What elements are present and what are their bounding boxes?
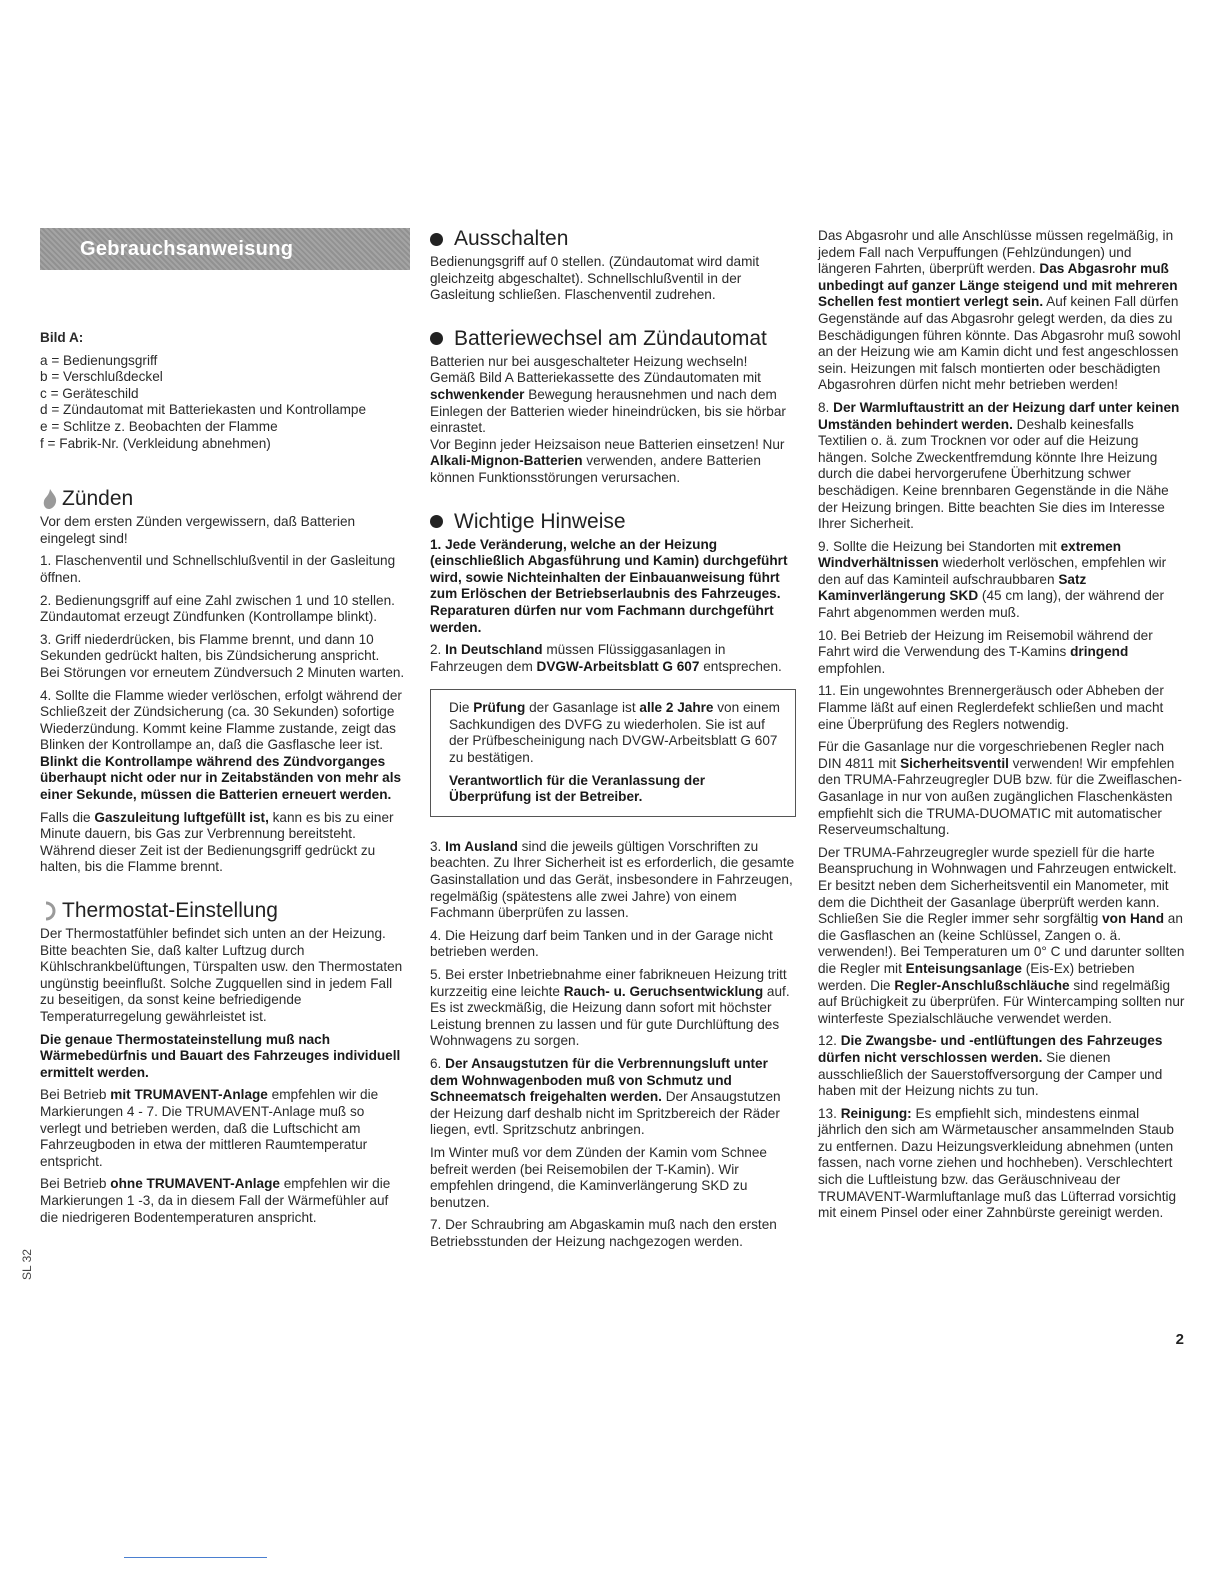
paragraph: 6. Der Ansaugstutzen für die Verbrennungsluft unter dem Wohnwagenboden muß von Schmutz und Schneematsch freigehalten werden. Der Ansaugstutzen der Heizung darf deshalb nicht im Spritzbereich der Räder liegen, evtl. Spritzschutz anbringen. [430, 1055, 781, 1138]
section-zuenden [40, 486, 408, 876]
section-heading: Batteriewechsel am Zündautomat [430, 326, 796, 352]
flame-icon [40, 487, 60, 511]
section-hinweise [430, 509, 796, 1251]
paragraph: 4. Die Heizung darf beim Tanken und in der Garage nicht betrieben werden. [430, 927, 773, 960]
warning-paragraph: 1. Jede Veränderung, welche an der Heizung (einschließlich Abgasführung und Kamin) durchgeführt wird, sowie Nichteinhalten der Einbauanweisung führt zum Erlöschen der Betriebserlaubnis des Fahrzeuges. Reparaturen dürfen nur vom Fachmann durchgeführt werden. [430, 536, 788, 635]
section-batteriewechsel [430, 326, 796, 487]
paragraph: 10. Bei Betrieb der Heizung im Reisemobil während der Fahrt wird die Verwendung des T-Kamins dringend empfohlen. [818, 627, 1153, 676]
section-heading: Ausschalten [430, 226, 796, 252]
paragraph: Der Thermostatfühler befindet sich unten an der Heizung. Bitte beachten Sie, daß kalter Luftzug durch Kühlschrankbelüftungen, Türspalten usw. den Thermostaten ungünstig beeinflußt. Solche Zugquellen sind in jedem Fall zu beseitigen, da sonst keine befriedigende Temperaturregelung gewährleistet ist. [40, 926, 403, 1024]
paragraph: 9. Sollte die Heizung bei Standorten mit extremen Windverhältnissen wiederholt verlöschen, empfehlen wir den auf das Kaminteil aufschraubbaren Satz Kaminverlängerung SKD (45 cm lang), der während der Fahrt abgenommen werden muß. [818, 538, 1167, 621]
legend-item: f = Fabrik-Nr. (Verkleidung abnehmen) [40, 435, 271, 451]
footer-rule [124, 1557, 267, 1558]
paragraph: 2. Bedienungsgriff auf eine Zahl zwischen 1 und 10 stellen. Zündautomat erzeugt Zündfunken (Kontrollampe blinkt). [40, 592, 395, 625]
section-thermostat [40, 898, 408, 1226]
paragraph: Falls die Gaszuleitung luftgefüllt ist, kann es bis zu einer Minute dauern, bis Gas zur Verbrennung bereitsteht. Während dieser Zeit ist der Bedienungsgriff gedrückt zu halten, bis die Flamme brennt. [40, 809, 394, 875]
bullet-icon [430, 332, 443, 345]
notice-text: Die Prüfung der Gasanlage ist alle 2 Jahre von einem Sachkundigen des DVFG zu wiederholen. Sie ist auf der Prüfbescheinigung nach DVGW-Arbeitsblatt G 607 zu bestätigen. [449, 700, 780, 766]
bullet-icon [430, 515, 443, 528]
warning-paragraph: Blinkt die Kontrollampe während des Zündvorganges überhaupt nicht oder nur in Zeitabständen von mehr als einer Sekunde, müssen die Batterien erneuert werden. [40, 753, 402, 803]
column-right [818, 228, 1185, 1228]
paragraph: 12. Die Zwangsbe- und -entlüftungen des Fahrzeuges dürfen nicht verschlossen werden. Sie dienen ausschließlich der Sauerstoffversorgung der Camper und haben mit der Heizung nichts zu tun. [818, 1033, 1163, 1099]
section-heading: Thermostat-Einstellung [40, 898, 408, 924]
paragraph: Bedienungsgriff auf 0 stellen. (Zündautomat wird damit gleichzeitg abgeschaltet). Schnellschlußventil in der Gasleitung schließen. Flaschenventil zudrehen. [430, 254, 760, 303]
paragraph: Für die Gasanlage nur die vorgeschriebenen Regler nach DIN 4811 mit Sicherheitsventil verwenden! Wir empfehlen den TRUMA-Fahrzeugregler DUB bzw. für die Zweiflaschen-Gasanlage in nur von außen zugänglichen Flaschenkästen empfiehlt sich die TRUMA-DUOMATIC mit automatischer Reserveumschaltung. [818, 739, 1182, 838]
paragraph: Bei Betrieb mit TRUMAVENT-Anlage empfehlen wir die Markierungen 4 - 7. Die TRUMAVENT-Anlage muß so verlegt und betrieben werden, daß die Luftschicht am Fahrzeugboden in etwa der mittleren Raumtemperatur entspricht. [40, 1087, 379, 1169]
section-ausschalten [430, 226, 796, 304]
section-heading: Wichtige Hinweise [430, 509, 796, 535]
column-middle [430, 226, 796, 1257]
paragraph: Batterien nur bei ausgeschalteter Heizung wechseln! Gemäß Bild A Batteriekassette des Zündautomaten mit schwenkender Bewegung herausnehmen und nach dem Einlegen der Batterien wieder hineindrücken, bis sie hörbar einrastet. [430, 353, 786, 436]
paragraph: 5. Bei erster Inbetriebnahme einer fabrikneuen Heizung tritt kurzzeitig eine leichte Rauch- u. Geruchsentwicklung auf. Es ist zweckmäßig, die Heizung dann sofort mit höchster Leistung brennen zu lassen und für gute Durchlüftung des Wohnwagens zu sorgen. [430, 967, 790, 1049]
legend-title: Bild A: [40, 330, 84, 345]
paragraph: Im Winter muß vor dem Zünden der Kamin vom Schnee befreit werden (bei Reisemobilen der T-Kamin). Wir empfehlen dringend, die Kaminverlängerung SKD zu benutzen. [430, 1144, 767, 1210]
notice-emphasis: Verantwortlich für die Veranlassung der Überprüfung ist der Betreiber. [449, 772, 706, 805]
paragraph: 3. Griff niederdrücken, bis Flamme brennt, und dann 10 Sekunden gedrückt halten, bis Zündsicherung anspricht. [40, 631, 380, 664]
page-number: 2 [1175, 1331, 1184, 1348]
paragraph: Vor Beginn jeder Heizsaison neue Batterien einsetzen! Nur Alkali-Mignon-Batterien verwenden, andere Batterien können Funktionsstörungen verursachen. [430, 436, 785, 485]
paragraph: 4. Sollte die Flamme wieder verlöschen, erfolgt während der Schließzeit der Zündsicherung (ca. 30 Sekunden) sofortige Wiederzündung. Kommt keine Flamme zustande, zeigt das Blinken der Kontrollampe an, daß die Gasflasche leer ist. [40, 687, 402, 753]
paragraph: Das Abgasrohr und alle Anschlüsse müssen regelmäßig, in jedem Fall nach Verpuffungen (Fehlzündungen) und längeren Fahrten, überprüft werden. Das Abgasrohr muß unbedingt auf ganzer Länge steigend und mit mehreren Schellen fest montiert verlegt sein. Auf keinen Fall dürfen Gegenstände auf das Abgasrohr gelegt werden, da dies zu Beschädigungen führen könnte. Das Abgasrohr muß sowohl an der Heizung wie am Kamin dicht und fest angeschlossen sein. Heizungen mit falsch montierten oder beschädigten Abgasrohren dürfen nicht mehr betrieben werden! [818, 228, 1181, 393]
paragraph: Der TRUMA-Fahrzeugregler wurde speziell für die harte Beanspruchung in Wohnwagen und Fahrzeugen entwickelt. Er besitzt neben dem Sicherheitsventil ein Manometer, mit dem die Dichtheit der Gasanlage überprüft werden kann. Schließen Sie die Regler immer sehr sorgfältig von Hand an die Gasflaschen an (keine Schlüssel, Zangen o. ä. verwenden!). Bei Temperaturen um 0° C und darunter sollten die Regler mit Enteisungsanlage (Eis-Ex) betrieben werden. Die Regler-Anschlußschläuche sind regelmäßig auf Brüchigkeit zu überprüfen. Für Wintercamping sollten nur winterfeste Spezialschläuche verwendet werden. [818, 844, 1185, 1026]
paragraph: 2. In Deutschland müssen Flüssiggasanlagen in Fahrzeugen dem DVGW-Arbeitsblatt G 607 entsprechen. [430, 642, 782, 674]
paragraph: 3. Im Ausland sind die jeweils gültigen Vorschriften zu beachten. Zu Ihrer Sicherheit ist es erforderlich, die gesamte Gasinstallation und das Gerät, insbesondere in Fahrzeugen, regelmäßig (spätestens alle zwei Jahre) von einem Fachmann überprüfen zu lassen. [430, 838, 795, 921]
thermostat-icon [40, 899, 60, 923]
notice-box [430, 689, 796, 817]
section-heading: Zünden [40, 486, 408, 512]
page-title-banner: Gebrauchsanweisung [40, 228, 410, 270]
paragraph: Vor dem ersten Zünden vergewissern, daß Batterien eingelegt sind! [40, 514, 356, 546]
legend-item: b = Verschlußdeckel [40, 369, 163, 385]
side-label: SL 32 [20, 1249, 34, 1280]
paragraph: 1. Flaschenventil und Schnellschlußventil in der Gasleitung öffnen. [40, 553, 396, 585]
emphasis-paragraph: Die genaue Thermostateinstellung muß nach Wärmebedürfnis und Bauart des Fahrzeuges individuell ermittelt werden. [40, 1031, 401, 1080]
legend-item: d = Zündautomat mit Batteriekasten und Kontrollampe [40, 402, 367, 418]
bullet-icon [430, 233, 443, 246]
paragraph: 13. Reinigung: Es empfiehlt sich, mindestens einmal jährlich den sich am Wärmetauscher ansammelnden Staub zu entfernen. Dazu Heizungsverkleidung abnehmen (unten fassen, nach vorne ziehen und hochheben). Verschlechtert sich die Luftleistung bzw. das Geräuschniveau der TRUMAVENT-Warmluftanlage muß das Lüfterrad vorsichtig mit einem Pinsel oder einer Zahnbürste gereinigt werden. [818, 1105, 1177, 1221]
paragraph: 7. Der Schraubring am Abgaskamin muß nach den ersten Betriebsstunden der Heizung nachgezogen werden. [430, 1217, 777, 1249]
paragraph: 8. Der Warmluftaustritt an der Heizung darf unter keinen Umständen behindert werden. Deshalb keinesfalls Textilien o. ä. zum Trocknen vor oder auf die Heizung hängen. Solche Zweckentfremdung könnte Ihre Heizung durch die dabei hervorgerufene Überhitzung schwer beschädigen. Keine brennbaren Gegenstände in die Nähe der Heizung bringen. Bitte beachten Sie dies im Interesse Ihrer Sicherheit. [818, 399, 1180, 532]
legend-item: c = Geräteschild [40, 385, 139, 401]
figure-legend [40, 330, 408, 452]
paragraph: Bei Betrieb ohne TRUMAVENT-Anlage empfehlen wir die Markierungen 1 -3, da in diesem Fall der Wärmefühler auf die niedrigeren Bodentemperaturen anspricht. [40, 1176, 391, 1225]
legend-item: a = Bedienungsgriff [40, 352, 158, 368]
paragraph: Bei Störungen vor erneutem Zündversuch 2 Minuten warten. [40, 664, 405, 680]
legend-item: e = Schlitze z. Beobachten der Flamme [40, 418, 278, 434]
column-left [40, 226, 408, 1232]
paragraph: 11. Ein ungewohntes Brennergeräusch oder Abheben der Flamme läßt auf einen Reglerdefekt schließen und macht eine Überprüfung des Reglers notwendig. [818, 683, 1164, 732]
